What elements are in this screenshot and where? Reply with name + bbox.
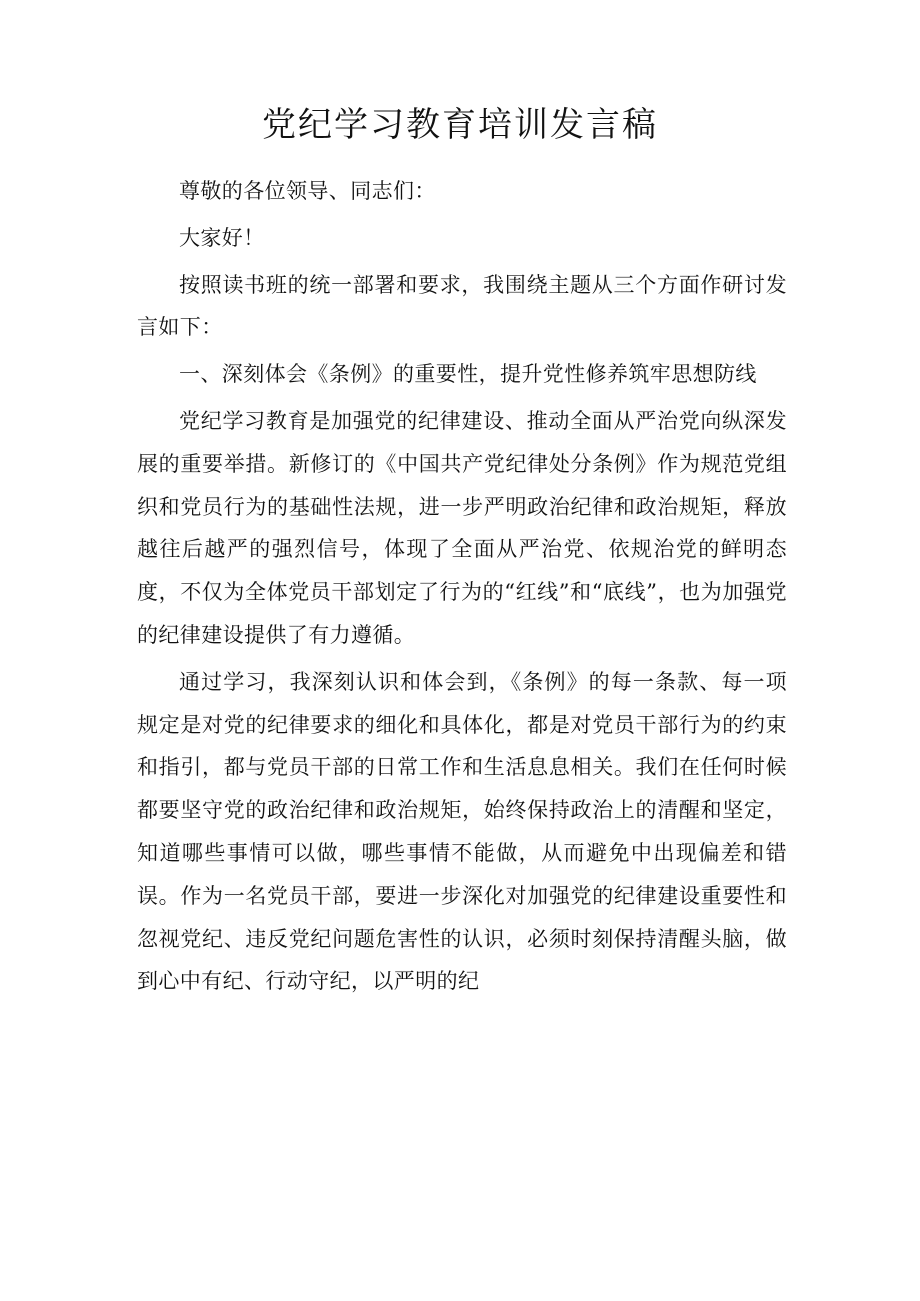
greeting: 大家好！ (179, 225, 265, 250)
document-body (137, 170, 787, 1007)
body-paragraph: 党纪学习教育是加强党的纪律建设、推动全面从严治党向纵深发展的重要举措。新修订的《中国共产党纪律处分条例》作为规范党组织和党员行为的基础性法规，进一步严明政治纪律和政治规矩，释放越往后越严的强烈信号，体现了全面从严治党、依规治党的鲜明态度，不仅为全体党员干部划定了行为的“红线”和“底线”，也为加强党的纪律建设提供了有力遵循。 (137, 408, 787, 647)
document-title: 党纪学习教育培训发言稿 (262, 105, 658, 145)
body-paragraph: 通过学习，我深刻认识和体会到，《条例》的每一条款、每一项规定是对党的纪律要求的细化和具体化，都是对党员干部行为的约束和指引，都与党员干部的日常工作和生活息息相关。我们在任何时候都要坚守党的政治纪律和政治规矩，始终保持政治上的清醒和坚定，知道哪些事情可以做，哪些事情不能做，从而避免中出现偏差和错误。作为一名党员干部，要进一步深化对加强党的纪律建设重要性和忽视党纪、违反党纪问题危害性的认识，必须时刻保持清醒头脑，做到心中有纪、行动守纪，以严明的纪 (137, 669, 787, 994)
salutation: 尊敬的各位领导、同志们： (179, 179, 436, 203)
section-heading-1: 一、深刻体会《条例》的重要性，提升党性修养筑牢思想防线 (179, 362, 757, 387)
intro-paragraph: 按照读书班的统一部署和要求，我围绕主题从三个方面作研讨发言如下： (137, 272, 787, 340)
